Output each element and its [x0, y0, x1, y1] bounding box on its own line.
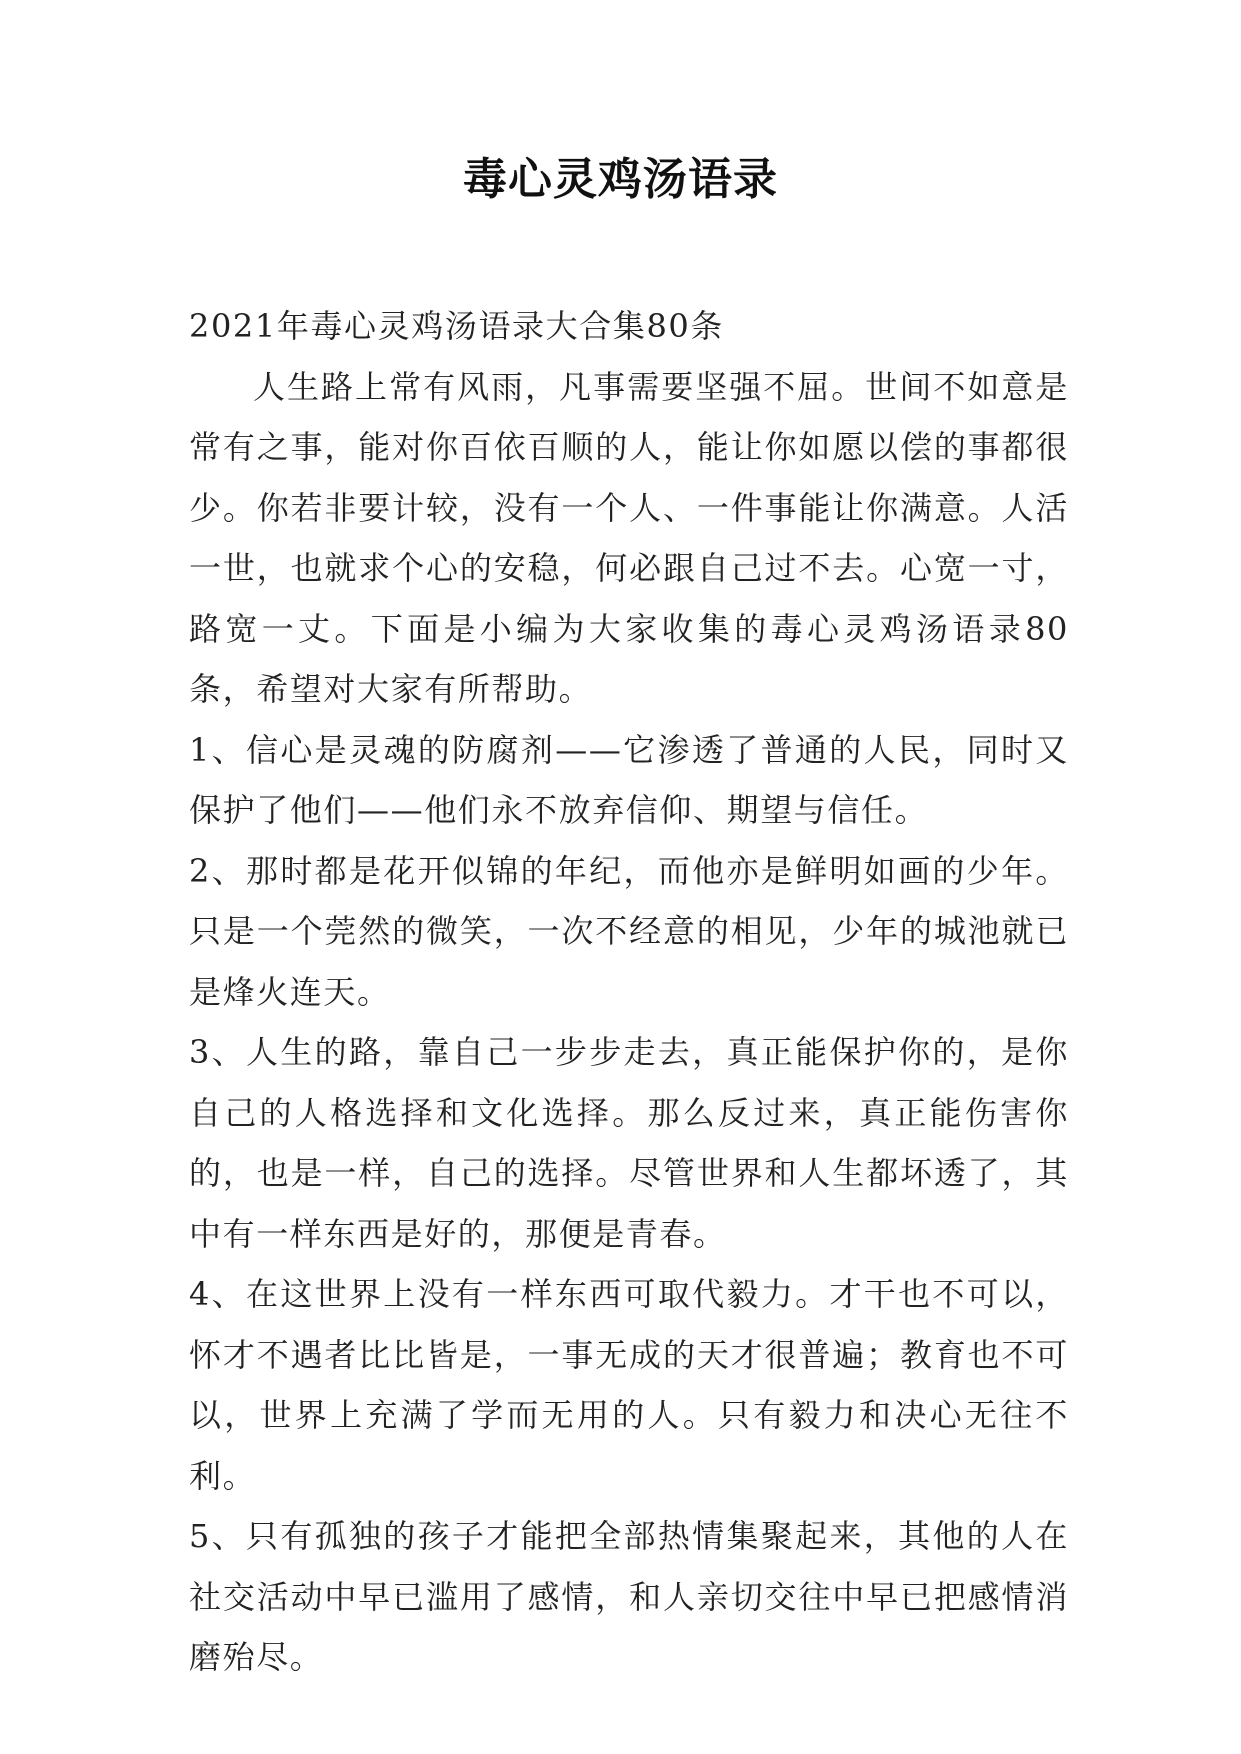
quote-item-4: 4、在这世界上没有一样东西可取代毅力。才干也不可以，怀才不遇者比比皆是，一事无成的天才很普遍；教育也不可以，世界上充满了学而无用的人。只有毅力和决心无往不利。 — [189, 1275, 1069, 1495]
document-body — [189, 296, 1069, 1688]
document-title: 毒心灵鸡汤语录 — [463, 154, 778, 205]
quote-item-1: 1、信心是灵魂的防腐剂——它渗透了普通的人民，同时又保护了他们——他们永不放弃信仰、期望与信任。 — [189, 730, 1069, 829]
quote-item-3: 3、人生的路，靠自己一步步走去，真正能保护你的，是你自己的人格选择和文化选择。那么反过来，真正能伤害你的，也是一样，自己的选择。尽管世界和人生都坏透了，其中有一样东西是好的，那便是青春。 — [189, 1033, 1069, 1253]
intro-paragraph: 人生路上常有风雨，凡事需要坚强不屈。世间不如意是常有之事，能对你百依百顺的人，能让你如愿以偿的事都很少。你若非要计较，没有一个人、一件事能让你满意。人活一世，也就求个心的安稳，何必跟自己过不去。心宽一寸，路宽一丈。下面是小编为大家收集的毒心灵鸡汤语录80条，希望对大家有所帮助。 — [189, 367, 1069, 708]
document-subtitle: 2021年毒心灵鸡汤语录大合集80条 — [189, 307, 724, 345]
quote-item-2: 2、那时都是花开似锦的年纪，而他亦是鲜明如画的少年。只是一个莞然的微笑，一次不经意的相见，少年的城池就已是烽火连天。 — [189, 851, 1069, 1011]
quote-item-5: 5、只有孤独的孩子才能把全部热情集聚起来，其他的人在社交活动中早已滥用了感情，和人亲切交往中早已把感情消磨殆尽。 — [189, 1517, 1069, 1676]
